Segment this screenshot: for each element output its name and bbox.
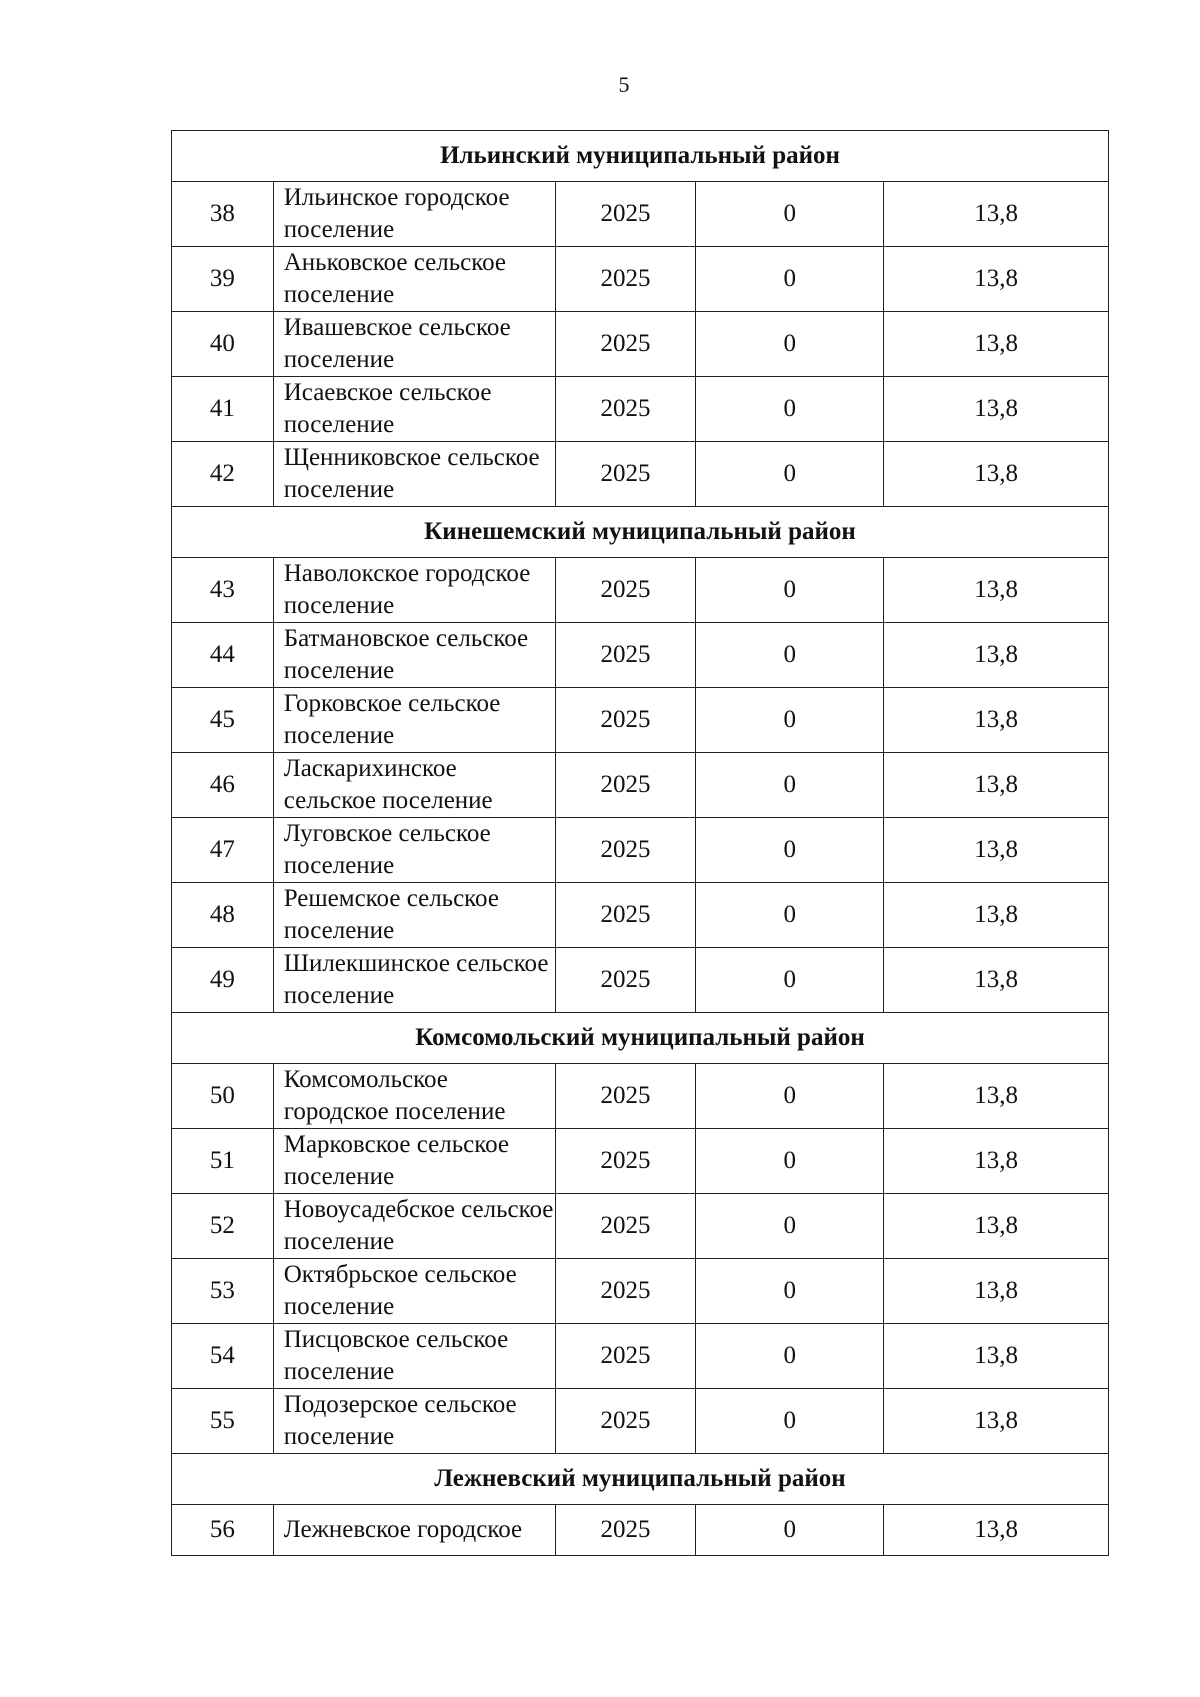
year-cell: 2025 bbox=[555, 1324, 696, 1389]
rate-cell: 13,8 bbox=[884, 948, 1109, 1013]
settlement-name: Батмановское сельское поселение bbox=[273, 623, 555, 688]
row-number: 43 bbox=[172, 558, 274, 623]
value-cell: 0 bbox=[696, 883, 884, 948]
row-number: 50 bbox=[172, 1064, 274, 1129]
table-row bbox=[172, 1064, 1109, 1129]
table-row bbox=[172, 1324, 1109, 1389]
settlement-name: Подозерское сельское поселение bbox=[273, 1389, 555, 1454]
rate-cell: 13,8 bbox=[884, 883, 1109, 948]
rate-cell: 13,8 bbox=[884, 312, 1109, 377]
year-cell: 2025 bbox=[555, 688, 696, 753]
rate-cell: 13,8 bbox=[884, 1505, 1109, 1556]
rate-cell: 13,8 bbox=[884, 182, 1109, 247]
table-row bbox=[172, 818, 1109, 883]
settlement-name: Марковское сельское поселение bbox=[273, 1129, 555, 1194]
settlement-name: Луговское сельское поселение bbox=[273, 818, 555, 883]
rate-cell: 13,8 bbox=[884, 818, 1109, 883]
row-number: 45 bbox=[172, 688, 274, 753]
value-cell: 0 bbox=[696, 377, 884, 442]
rate-cell: 13,8 bbox=[884, 1389, 1109, 1454]
settlement-name: Ильинское городское поселение bbox=[273, 182, 555, 247]
value-cell: 0 bbox=[696, 1194, 884, 1259]
year-cell: 2025 bbox=[555, 623, 696, 688]
table-row bbox=[172, 182, 1109, 247]
settlements-table bbox=[171, 130, 1109, 1556]
row-number: 39 bbox=[172, 247, 274, 312]
year-cell: 2025 bbox=[555, 818, 696, 883]
year-cell: 2025 bbox=[555, 182, 696, 247]
year-cell: 2025 bbox=[555, 753, 696, 818]
year-cell: 2025 bbox=[555, 883, 696, 948]
settlement-name: Комсомольское городское поселение bbox=[273, 1064, 555, 1129]
year-cell: 2025 bbox=[555, 1194, 696, 1259]
table-row bbox=[172, 1389, 1109, 1454]
table-row bbox=[172, 1194, 1109, 1259]
year-cell: 2025 bbox=[555, 1064, 696, 1129]
row-number: 54 bbox=[172, 1324, 274, 1389]
value-cell: 0 bbox=[696, 753, 884, 818]
row-number: 56 bbox=[172, 1505, 274, 1556]
row-number: 52 bbox=[172, 1194, 274, 1259]
value-cell: 0 bbox=[696, 312, 884, 377]
table-row bbox=[172, 312, 1109, 377]
table-row bbox=[172, 688, 1109, 753]
section-title: Ильинский муниципальный район bbox=[172, 131, 1109, 182]
rate-cell: 13,8 bbox=[884, 1129, 1109, 1194]
year-cell: 2025 bbox=[555, 377, 696, 442]
settlement-name: Писцовское сельское поселение bbox=[273, 1324, 555, 1389]
row-number: 42 bbox=[172, 442, 274, 507]
table-row bbox=[172, 247, 1109, 312]
settlement-name: Новоусадебское сельское поселение bbox=[273, 1194, 555, 1259]
settlement-name: Аньковское сельское поселение bbox=[273, 247, 555, 312]
value-cell: 0 bbox=[696, 1324, 884, 1389]
section-header-row bbox=[172, 507, 1109, 558]
section-header-row bbox=[172, 1454, 1109, 1505]
year-cell: 2025 bbox=[555, 948, 696, 1013]
settlement-name: Ласкарихинское сельское поселение bbox=[273, 753, 555, 818]
row-number: 48 bbox=[172, 883, 274, 948]
value-cell: 0 bbox=[696, 1389, 884, 1454]
settlement-name: Шилекшинское сельское поселение bbox=[273, 948, 555, 1013]
settlement-name: Щенниковское сельское поселение bbox=[273, 442, 555, 507]
rate-cell: 13,8 bbox=[884, 1259, 1109, 1324]
settlement-name: Наволокское городское поселение bbox=[273, 558, 555, 623]
row-number: 53 bbox=[172, 1259, 274, 1324]
value-cell: 0 bbox=[696, 1259, 884, 1324]
table-row bbox=[172, 1505, 1109, 1556]
year-cell: 2025 bbox=[555, 1259, 696, 1324]
settlement-name: Решемское сельское поселение bbox=[273, 883, 555, 948]
page-number: 5 bbox=[618, 72, 630, 97]
rate-cell: 13,8 bbox=[884, 1194, 1109, 1259]
settlement-name: Лежневское городское bbox=[273, 1505, 555, 1556]
table-row bbox=[172, 442, 1109, 507]
settlement-name: Октябрьское сельское поселение bbox=[273, 1259, 555, 1324]
section-header-row bbox=[172, 1013, 1109, 1064]
table-row bbox=[172, 883, 1109, 948]
value-cell: 0 bbox=[696, 247, 884, 312]
rate-cell: 13,8 bbox=[884, 688, 1109, 753]
rate-cell: 13,8 bbox=[884, 623, 1109, 688]
table-row bbox=[172, 1259, 1109, 1324]
section-title: Комсомольский муниципальный район bbox=[172, 1013, 1109, 1064]
row-number: 51 bbox=[172, 1129, 274, 1194]
table-row bbox=[172, 558, 1109, 623]
row-number: 49 bbox=[172, 948, 274, 1013]
value-cell: 0 bbox=[696, 558, 884, 623]
value-cell: 0 bbox=[696, 948, 884, 1013]
rate-cell: 13,8 bbox=[884, 247, 1109, 312]
year-cell: 2025 bbox=[555, 247, 696, 312]
year-cell: 2025 bbox=[555, 558, 696, 623]
rate-cell: 13,8 bbox=[884, 1064, 1109, 1129]
year-cell: 2025 bbox=[555, 1389, 696, 1454]
rate-cell: 13,8 bbox=[884, 1324, 1109, 1389]
settlement-name: Исаевское сельское поселение bbox=[273, 377, 555, 442]
value-cell: 0 bbox=[696, 442, 884, 507]
row-number: 44 bbox=[172, 623, 274, 688]
year-cell: 2025 bbox=[555, 1505, 696, 1556]
table-body bbox=[172, 131, 1109, 1556]
value-cell: 0 bbox=[696, 1064, 884, 1129]
section-header-row bbox=[172, 131, 1109, 182]
value-cell: 0 bbox=[696, 818, 884, 883]
table-row bbox=[172, 623, 1109, 688]
table-row bbox=[172, 948, 1109, 1013]
value-cell: 0 bbox=[696, 1505, 884, 1556]
rate-cell: 13,8 bbox=[884, 558, 1109, 623]
row-number: 38 bbox=[172, 182, 274, 247]
value-cell: 0 bbox=[696, 688, 884, 753]
year-cell: 2025 bbox=[555, 1129, 696, 1194]
year-cell: 2025 bbox=[555, 442, 696, 507]
value-cell: 0 bbox=[696, 623, 884, 688]
row-number: 55 bbox=[172, 1389, 274, 1454]
rate-cell: 13,8 bbox=[884, 442, 1109, 507]
value-cell: 0 bbox=[696, 1129, 884, 1194]
rate-cell: 13,8 bbox=[884, 377, 1109, 442]
table-row bbox=[172, 377, 1109, 442]
row-number: 47 bbox=[172, 818, 274, 883]
table-row bbox=[172, 753, 1109, 818]
table-row bbox=[172, 1129, 1109, 1194]
rate-cell: 13,8 bbox=[884, 753, 1109, 818]
section-title: Кинешемский муниципальный район bbox=[172, 507, 1109, 558]
value-cell: 0 bbox=[696, 182, 884, 247]
settlement-name: Ивашевское сельское поселение bbox=[273, 312, 555, 377]
row-number: 41 bbox=[172, 377, 274, 442]
row-number: 46 bbox=[172, 753, 274, 818]
year-cell: 2025 bbox=[555, 312, 696, 377]
section-title: Лежневский муниципальный район bbox=[172, 1454, 1109, 1505]
settlement-name: Горковское сельское поселение bbox=[273, 688, 555, 753]
row-number: 40 bbox=[172, 312, 274, 377]
